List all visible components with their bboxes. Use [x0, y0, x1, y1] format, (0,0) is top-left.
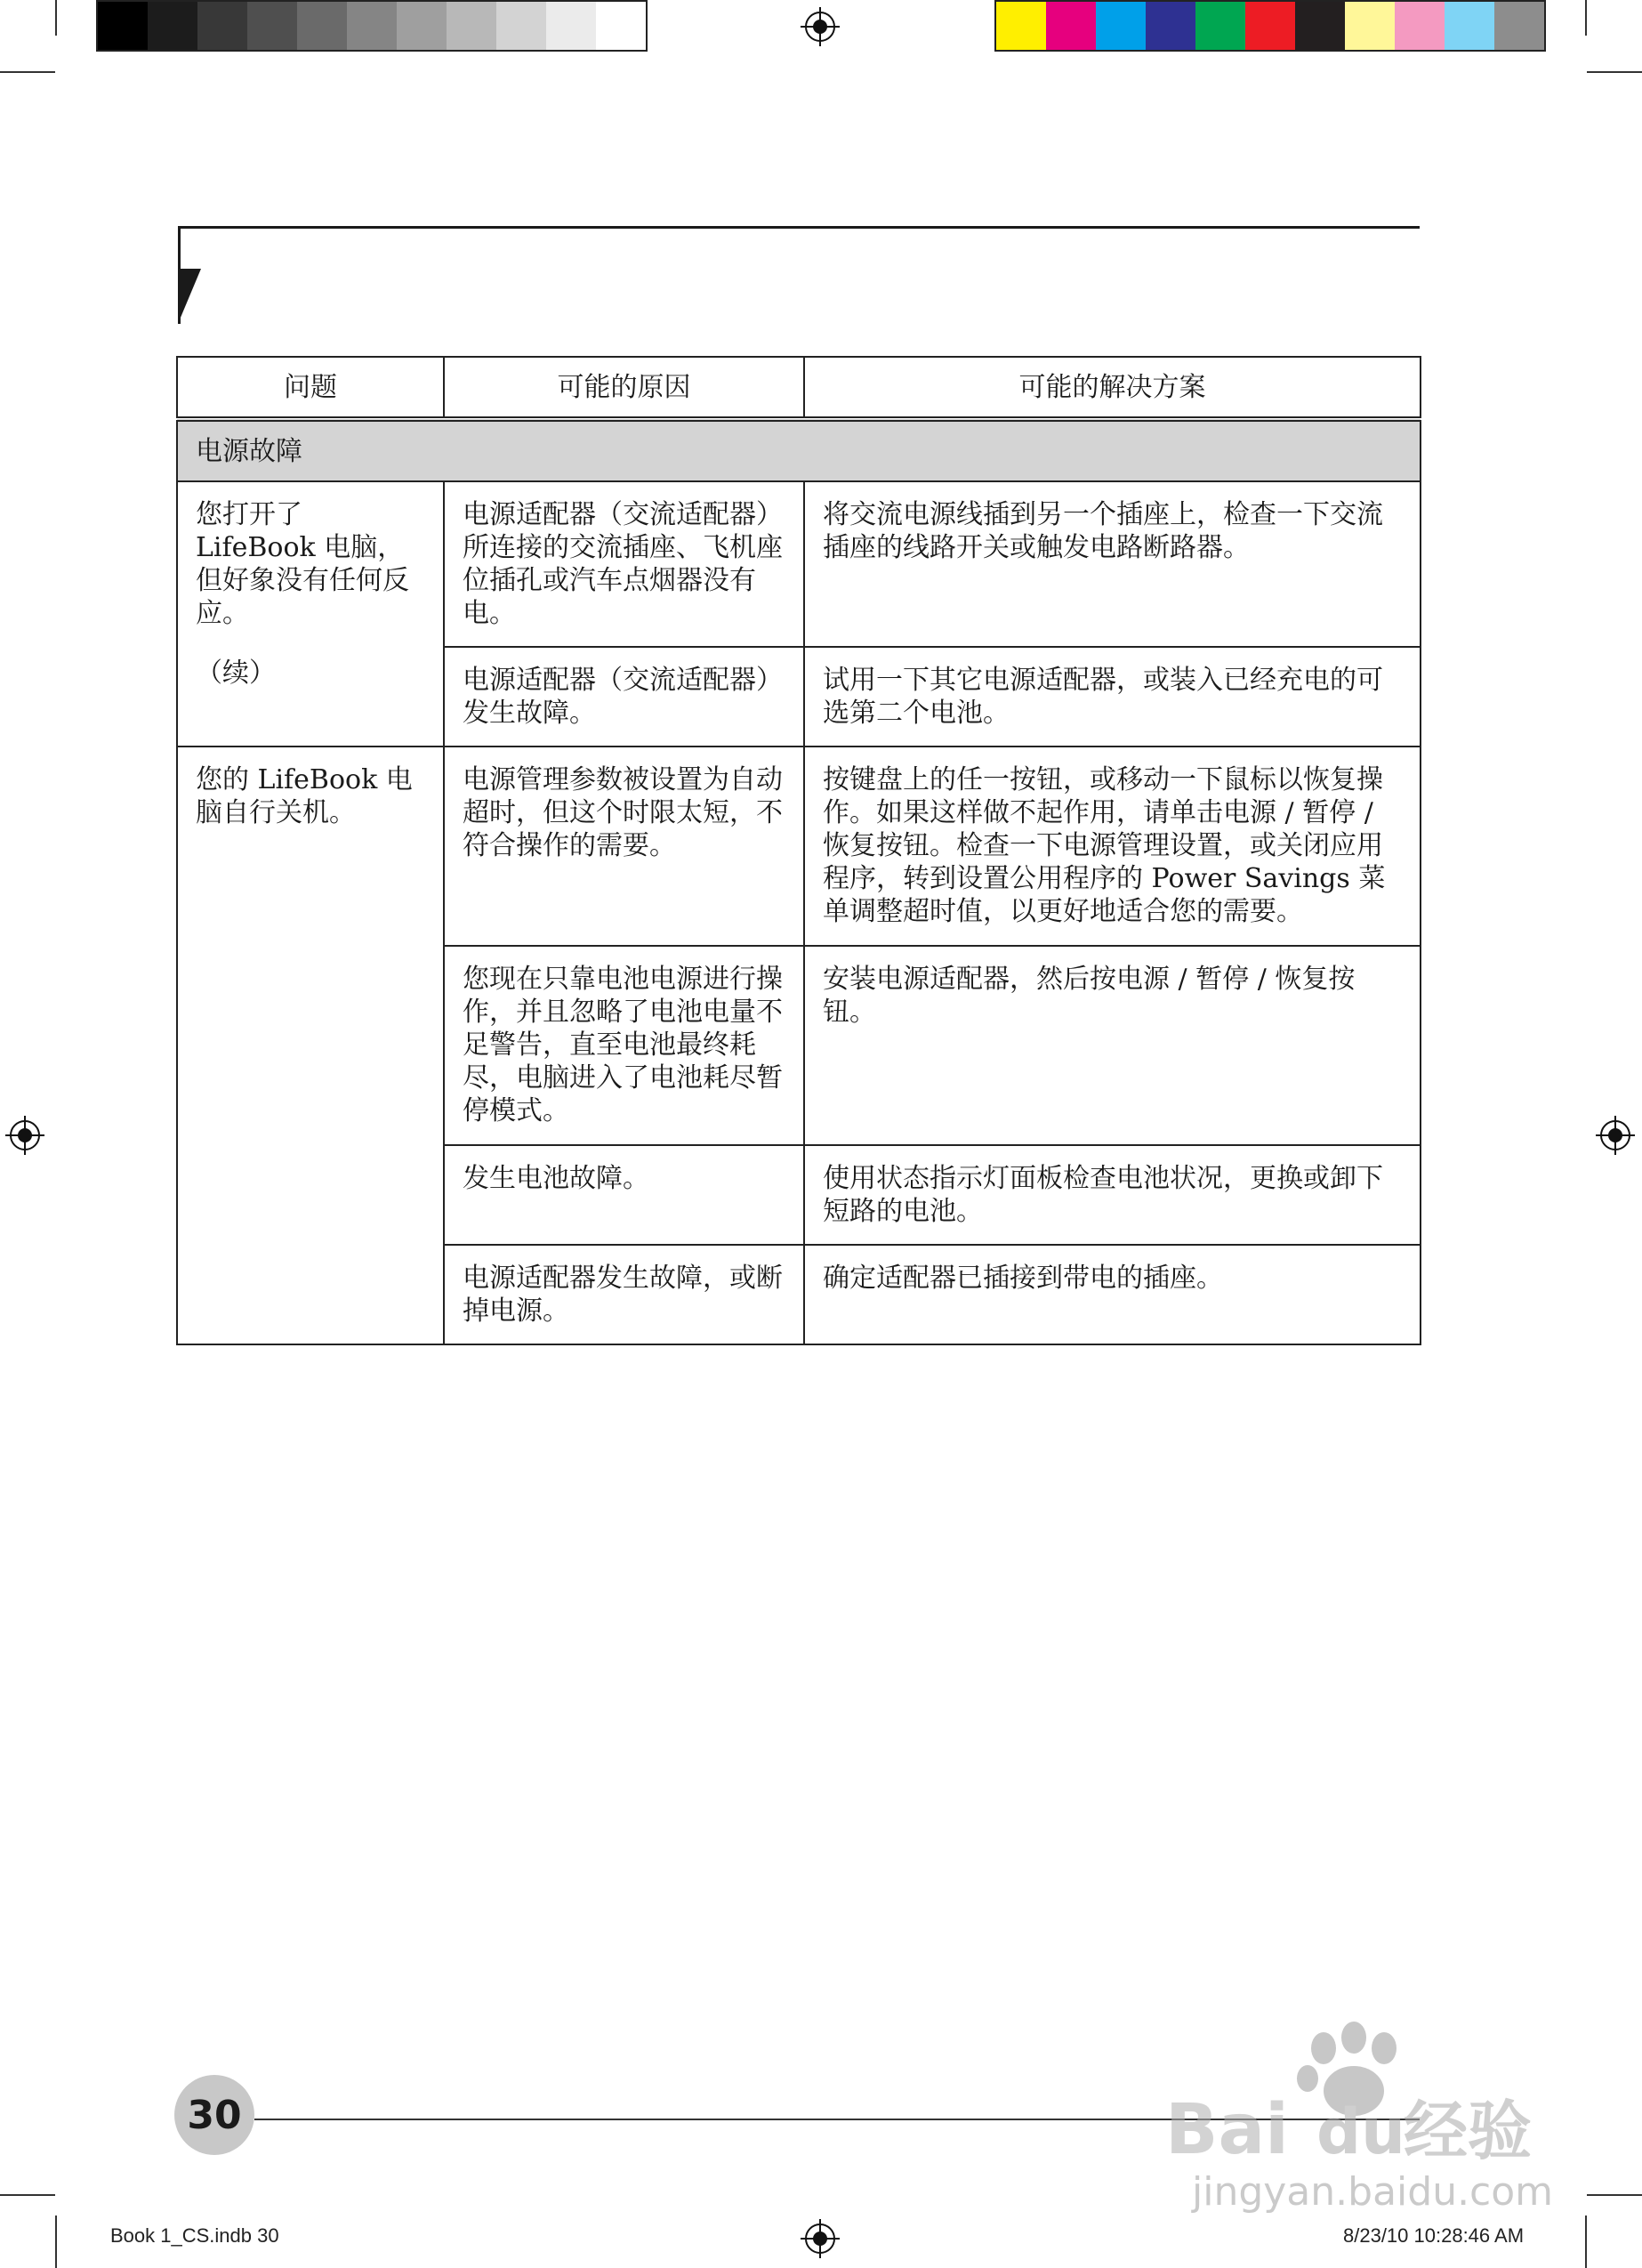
process-color-swatch — [1146, 2, 1195, 50]
problem-text: 您打开了 LifeBook 电脑，但好象没有任何反应。 — [196, 499, 409, 629]
svg-text:Bai: Bai — [1165, 2090, 1289, 2170]
header-cause: 可能的原因 — [444, 357, 804, 419]
grayscale-swatch — [247, 2, 297, 50]
section-title: 电源故障 — [177, 419, 1421, 481]
grayscale-swatch — [397, 2, 447, 50]
process-color-swatch — [996, 2, 1046, 50]
grayscale-swatch — [447, 2, 496, 50]
table-row — [177, 747, 1421, 946]
process-color-swatch — [1046, 2, 1096, 50]
crop-mark — [0, 2194, 55, 2196]
crop-mark — [55, 2216, 57, 2268]
process-color-bar — [994, 0, 1546, 52]
header-problem: 问题 — [177, 357, 444, 419]
cause-cell: 发生电池故障。 — [444, 1145, 804, 1245]
registration-mark-icon — [5, 1116, 44, 1155]
header-rule — [178, 226, 1420, 229]
process-color-swatch — [1395, 2, 1445, 50]
registration-mark-icon — [801, 7, 840, 46]
troubleshooting-table — [176, 356, 1421, 1345]
table-header-row — [177, 357, 1421, 419]
header-wedge-icon — [178, 269, 201, 324]
grayscale-swatch — [546, 2, 596, 50]
crop-mark — [1587, 71, 1642, 73]
section-row — [177, 419, 1421, 481]
problem-text: 您的 LifeBook 电脑自行关机。 — [196, 764, 413, 828]
cause-cell: 电源管理参数被设置为自动超时，但这个时限太短，不符合操作的需要。 — [444, 747, 804, 946]
cause-cell: 电源适配器（交流适配器）所连接的交流插座、飞机座位插孔或汽车点烟器没有电。 — [444, 481, 804, 647]
grayscale-swatch — [347, 2, 397, 50]
process-color-swatch — [1494, 2, 1544, 50]
registration-mark-icon — [801, 2219, 840, 2258]
process-color-swatch — [1295, 2, 1345, 50]
process-color-swatch — [1195, 2, 1245, 50]
page-number-badge: 30 — [174, 2075, 254, 2155]
crop-mark — [1585, 2216, 1587, 2268]
problem-cell — [177, 747, 444, 1344]
solution-cell: 安装电源适配器，然后按电源 / 暂停 / 恢复按钮。 — [804, 946, 1421, 1145]
cause-cell: 您现在只靠电池电源进行操作，并且忽略了电池电量不足警告，直至电池最终耗尽，电脑进入了电池耗尽暂停模式。 — [444, 946, 804, 1145]
grayscale-color-bar — [96, 0, 648, 52]
process-color-swatch — [1245, 2, 1295, 50]
svg-text:du: du — [1316, 2095, 1405, 2168]
solution-cell: 确定适配器已插接到带电的插座。 — [804, 1245, 1421, 1344]
crop-mark — [1587, 2194, 1642, 2196]
cause-cell: 电源适配器（交流适配器）发生故障。 — [444, 647, 804, 747]
table-row — [177, 481, 1421, 647]
grayscale-swatch — [496, 2, 546, 50]
baidu-jingyan-watermark-logo — [1165, 2011, 1557, 2216]
crop-mark — [55, 0, 57, 36]
timestamp-slug: 8/23/10 10:28:46 AM — [1343, 2224, 1525, 2247]
grayscale-swatch — [98, 2, 148, 50]
registration-mark-icon — [1596, 1116, 1635, 1155]
crop-mark — [0, 71, 55, 73]
grayscale-swatch — [148, 2, 197, 50]
process-color-swatch — [1445, 2, 1494, 50]
continued-note: （续） — [196, 658, 276, 689]
solution-cell: 试用一下其它电源适配器，或装入已经充电的可选第二个电池。 — [804, 647, 1421, 747]
grayscale-swatch — [596, 2, 646, 50]
svg-text:经验: 经验 — [1404, 2094, 1533, 2168]
solution-cell: 按键盘上的任一按钮，或移动一下鼠标以恢复操作。如果这样做不起作用，请单击电源 / 暂停 / 恢复按钮。检查一下电源管理设置，或关闭应用程序，转到设置公用程序的 Power Savings 菜单调整超时值，以更好地适合您的需要。 — [804, 747, 1421, 946]
solution-cell: 使用状态指示灯面板检查电池状况，更换或卸下短路的电池。 — [804, 1145, 1421, 1245]
solution-cell: 将交流电源线插到另一个插座上，检查一下交流插座的线路开关或触发电路断路器。 — [804, 481, 1421, 647]
grayscale-swatch — [297, 2, 347, 50]
grayscale-swatch — [197, 2, 247, 50]
problem-cell — [177, 481, 444, 747]
header-solution: 可能的解决方案 — [804, 357, 1421, 419]
process-color-swatch — [1096, 2, 1146, 50]
cause-cell: 电源适配器发生故障，或断掉电源。 — [444, 1245, 804, 1344]
crop-mark — [1585, 0, 1587, 36]
file-slug: Book 1_CS.indb 30 — [110, 2224, 279, 2247]
process-color-swatch — [1345, 2, 1395, 50]
svg-text:jingyan.baidu.com: jingyan.baidu.com — [1192, 2169, 1554, 2215]
